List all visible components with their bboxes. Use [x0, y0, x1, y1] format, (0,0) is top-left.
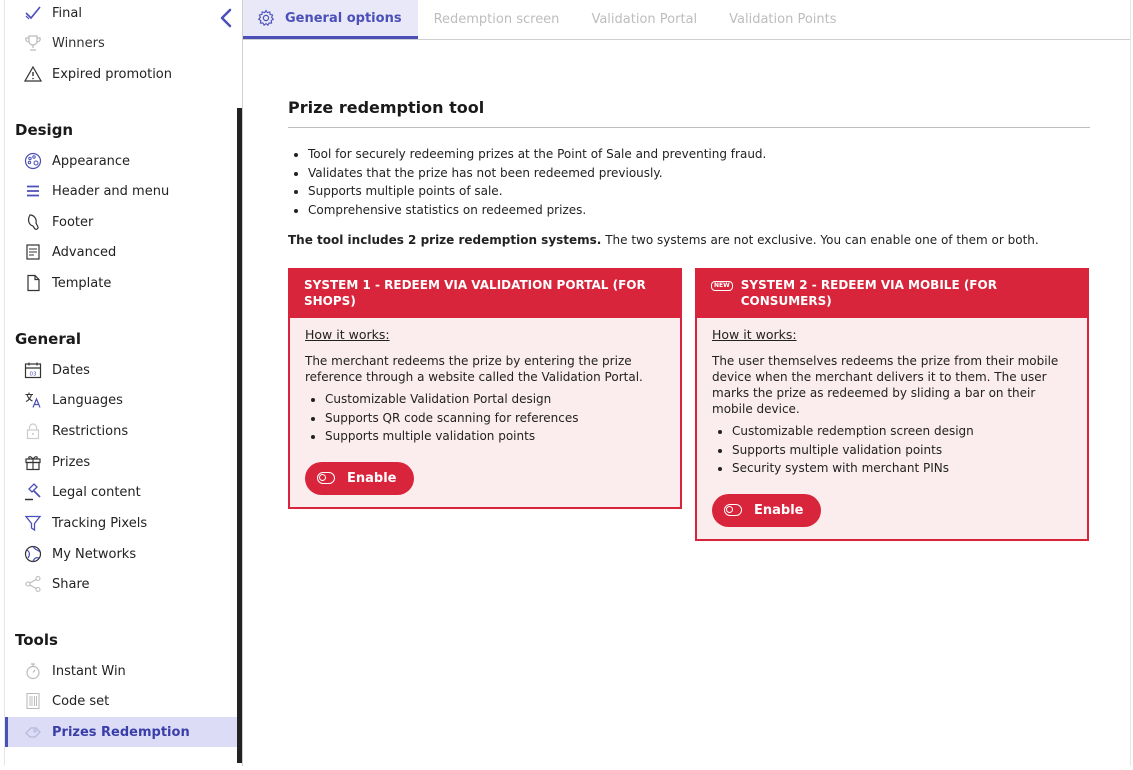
sidebar-item-restrictions[interactable]	[5, 416, 238, 446]
sidebar-item-label: Template	[52, 275, 112, 291]
list-item: • Security system with merchant PINs	[732, 459, 1072, 478]
toggle-icon	[317, 472, 335, 484]
filter-icon	[23, 513, 43, 533]
card-body	[290, 318, 680, 507]
stopwatch-icon	[23, 661, 43, 681]
sidebar-item-label: Expired promotion	[52, 66, 172, 82]
sidebar-item-label: Prizes Redemption	[52, 724, 190, 740]
check-icon	[23, 3, 43, 23]
card-feature-list	[712, 422, 1072, 478]
enable-system-2-button[interactable]	[712, 494, 821, 527]
redemption-icon	[23, 722, 43, 742]
sidebar-item-header-and-menu[interactable]	[5, 176, 238, 206]
list-item: • Supports multiple validation points	[732, 441, 1072, 460]
sidebar-item-label: Tracking Pixels	[52, 515, 148, 531]
sidebar	[4, 0, 237, 766]
system-2-card	[695, 268, 1089, 541]
gift-icon	[23, 452, 43, 472]
card-feature-list	[305, 390, 665, 446]
section-title-design: Design	[15, 121, 74, 139]
intro-bold: The tool includes 2 prize redemption systems.	[288, 233, 602, 247]
intro-rest: The two systems are not exclusive. You can enable one of them or both.	[601, 233, 1039, 247]
sidebar-item-prizes-redemption[interactable]	[5, 717, 238, 747]
new-badge: NEW	[711, 281, 733, 291]
sidebar-item-code-set[interactable]	[5, 686, 238, 716]
enable-system-1-button[interactable]	[305, 462, 414, 495]
list-item: • Supports multiple validation points	[325, 427, 665, 446]
gavel-icon	[23, 482, 43, 502]
sidebar-item-footer[interactable]	[5, 207, 238, 237]
list-item: • Validates that the prize has not been redeemed previously.	[308, 164, 1090, 183]
menu-icon	[23, 181, 43, 201]
main-content	[288, 98, 1090, 518]
sidebar-item-label: Appearance	[52, 153, 131, 169]
list-item: • Supports multiple points of sale.	[308, 182, 1090, 201]
sidebar-item-label: My Networks	[52, 546, 137, 562]
toggle-icon	[724, 504, 742, 516]
card-title: SYSTEM 1 - REDEEM VIA VALIDATION PORTAL (FOR SHOPS)	[304, 278, 646, 308]
translate-icon	[23, 390, 43, 410]
card-title: SYSTEM 2 - REDEEM VIA MOBILE (FOR CONSUMERS)	[740, 278, 997, 308]
sidebar-item-label: Instant Win	[52, 663, 126, 679]
gear-icon	[257, 9, 275, 27]
sidebar-item-appearance[interactable]	[5, 146, 238, 176]
lock-icon	[23, 421, 43, 441]
button-label: Enable	[347, 470, 397, 486]
sidebar-item-label: Dates	[52, 362, 90, 378]
barcode-icon	[23, 691, 43, 711]
sidebar-item-prizes[interactable]	[5, 447, 238, 477]
list-item: • Tool for securely redeeming prizes at the Point of Sale and preventing fraud.	[308, 145, 1090, 164]
sidebar-item-legal-content[interactable]	[5, 477, 238, 507]
section-title-general: General	[15, 330, 81, 348]
tab-redemption-screen[interactable]	[418, 0, 576, 39]
sidebar-item-expired-promotion[interactable]	[5, 59, 238, 89]
tab-validation-points[interactable]	[713, 0, 852, 39]
share-icon	[23, 574, 43, 594]
list-item: • Comprehensive statistics on redeemed prizes.	[308, 201, 1090, 220]
calendar-day: 03	[29, 371, 37, 378]
list-item: • Supports QR code scanning for references	[325, 409, 665, 428]
sidebar-item-template[interactable]	[5, 268, 238, 298]
document-icon	[23, 273, 43, 293]
sidebar-item-label: Languages	[52, 392, 123, 408]
content-right-border	[1130, 0, 1131, 766]
card-header	[697, 270, 1087, 318]
sidebar-item-dates[interactable]	[5, 355, 238, 385]
sidebar-item-label: Code set	[52, 693, 110, 709]
tab-bar	[243, 0, 1130, 40]
feature-list	[288, 145, 1090, 219]
sidebar-item-share[interactable]	[5, 569, 238, 599]
content-divider	[242, 0, 243, 766]
sidebar-item-label: Footer	[52, 214, 94, 230]
tab-label: Redemption screen	[433, 12, 560, 27]
sidebar-item-label: Legal content	[52, 484, 141, 500]
page-title: Prize redemption tool	[288, 98, 1090, 128]
tab-label: Validation Points	[729, 12, 837, 27]
sidebar-item-final[interactable]	[5, 0, 238, 28]
card-description: The merchant redeems the prize by entering the prize reference through a website called the Validation Portal.	[305, 354, 643, 384]
card-header	[290, 270, 680, 318]
button-label: Enable	[754, 502, 804, 518]
sidebar-item-languages[interactable]	[5, 385, 238, 415]
sidebar-item-instant-win[interactable]	[5, 656, 238, 686]
sidebar-item-label: Prizes	[52, 454, 91, 470]
sidebar-item-label: Final	[52, 5, 82, 21]
sidebar-item-my-networks[interactable]	[5, 539, 238, 569]
section-title-tools: Tools	[15, 631, 58, 649]
tab-label: Validation Portal	[591, 12, 698, 27]
card-body	[697, 318, 1087, 539]
globe-icon	[23, 544, 43, 564]
list-item: • Customizable Validation Portal design	[325, 390, 665, 409]
sidebar-item-advanced[interactable]	[5, 237, 238, 267]
footer-icon	[23, 212, 43, 232]
intro-text	[288, 233, 1090, 247]
list-item: • Customizable redemption screen design	[732, 422, 1072, 441]
tab-label: General options	[285, 10, 402, 26]
sidebar-item-winners[interactable]	[5, 28, 238, 58]
system-1-card	[288, 268, 682, 509]
sidebar-item-label: Winners	[52, 35, 105, 51]
sidebar-item-label: Share	[52, 576, 90, 592]
tab-general-options[interactable]	[243, 0, 418, 39]
tab-validation-portal[interactable]	[575, 0, 713, 39]
code-icon	[23, 242, 43, 262]
palette-icon	[23, 151, 43, 171]
warning-icon	[23, 64, 43, 84]
sidebar-item-tracking-pixels[interactable]	[5, 508, 238, 538]
trophy-icon	[23, 33, 43, 53]
calendar-icon	[23, 360, 43, 380]
how-it-works-label: How it works:	[305, 327, 390, 342]
sidebar-item-label: Restrictions	[52, 423, 129, 439]
card-description: The user themselves redeems the prize from their mobile device when the merchant delivers it to them. The user marks the prize as redeemed by sliding a bar on their mobile device.	[712, 354, 1059, 416]
sidebar-item-label: Advanced	[52, 244, 117, 260]
sidebar-item-label: Header and menu	[52, 183, 170, 199]
how-it-works-label: How it works:	[712, 327, 797, 342]
